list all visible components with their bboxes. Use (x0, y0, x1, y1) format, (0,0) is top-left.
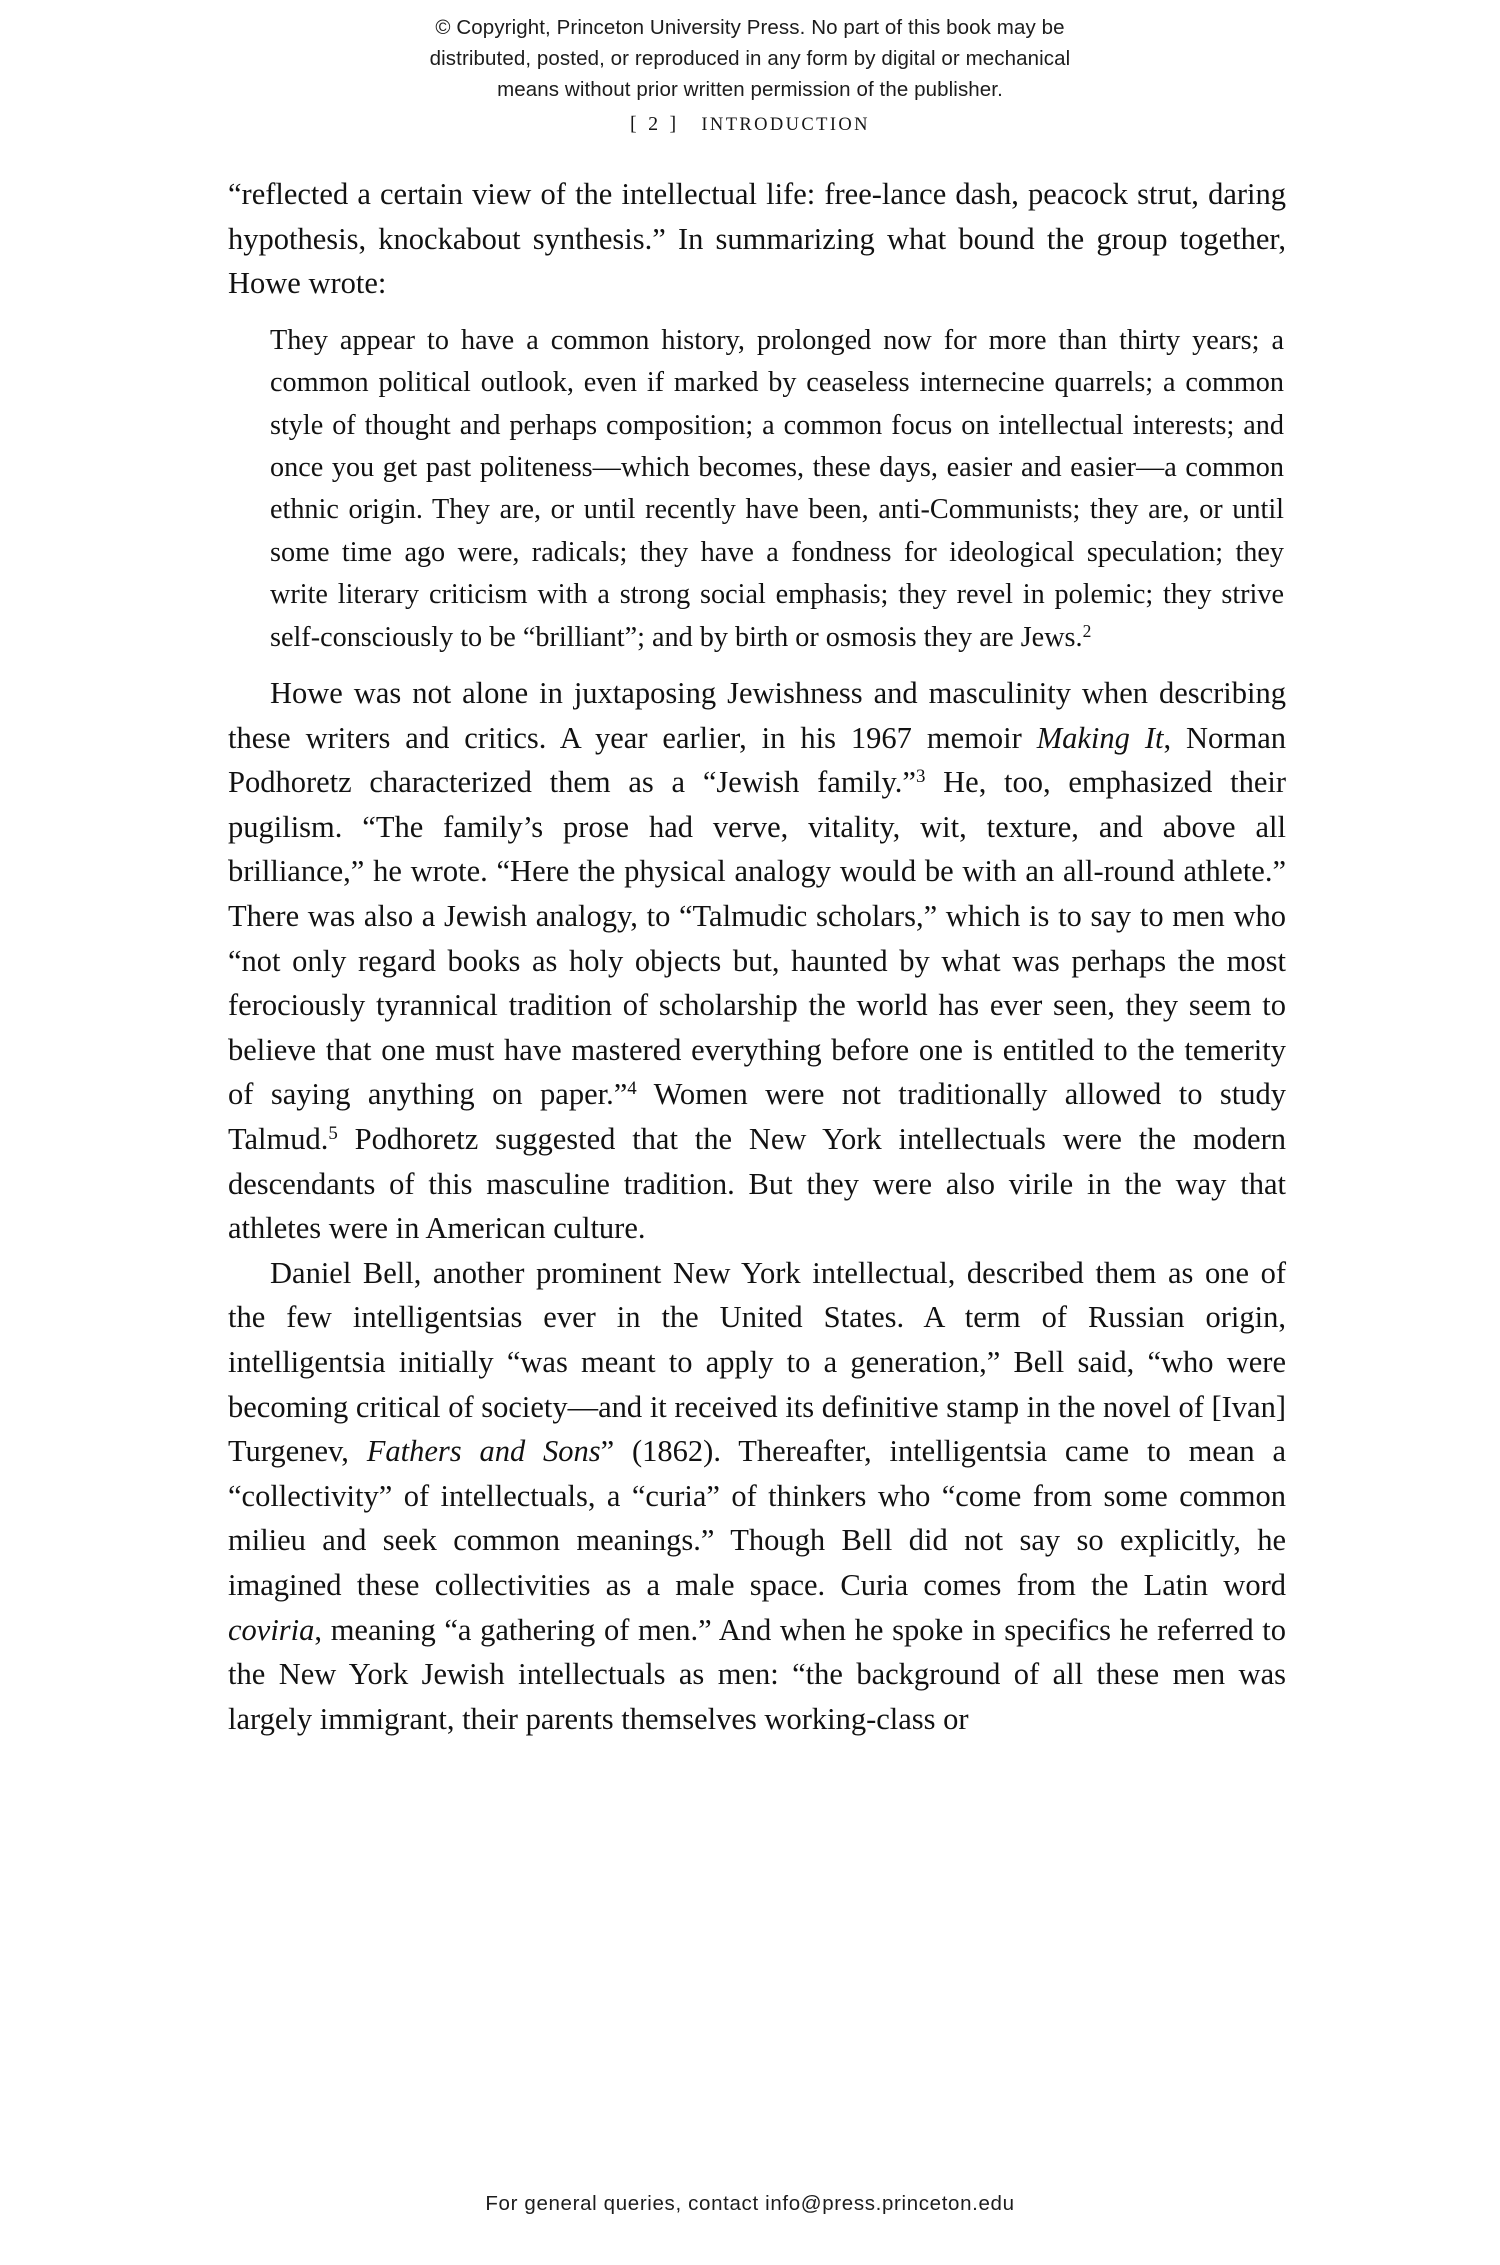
para3-segment-2: ” (1862). Thereafter, intelligentsia came to mean a “collectivity” of intellectuals, a “curia” of thinkers who “come from some common milieu and seek common meanings.” Though Bell did not say so explicitly, he imagined these collectivities as a male space. Curia comes from the Latin word (228, 1434, 1287, 1602)
block-quote (228, 320, 1286, 659)
footnote-marker-4: 4 (627, 1078, 637, 1100)
paragraph-daniel-bell (228, 1251, 1286, 1742)
book-title-making-it: Making It (1036, 720, 1164, 755)
block-quote-text (270, 320, 1284, 659)
para3-segment-1: Daniel Bell, another prominent New York intellectual, described them as one of the few intelligentsias ever in the United States. A term of Russian origin, intelligentsia initially “was meant to apply to a generation,” Bell said, “who were becoming critical of society—and it received its definitive stamp in the novel of [Ivan] Turgenev, (228, 1255, 1286, 1469)
para2-segment-2: , Norman Podhoretz characterized them as a “Jewish family.” (228, 720, 1286, 800)
paragraph-howe-podhoretz (228, 671, 1286, 1251)
paragraph-continued: “reflected a certain view of the intellectual life: free-lance dash, peacock strut, daring hypothesis, knockabout synthesis.” In summarizing what bound the group together, Howe wrote: (228, 177, 1286, 301)
copyright-line-3: means without prior written permission of the publisher. (497, 78, 1003, 101)
copyright-line-1: © Copyright, Princeton University Press. No part of this book may be (435, 16, 1065, 39)
para2-segment-4: Women were not traditionally allowed to study Talmud. (228, 1077, 1287, 1156)
para2-segment-5: Podhoretz suggested that the New York intellectuals were the modern descendants of this masculine tradition. But they were also virile in the way that athletes were in American culture. (228, 1121, 1286, 1246)
copyright-line-2: distributed, posted, or reproduced in any form by digital or mechanical (429, 47, 1071, 70)
book-title-fathers-and-sons: Fathers and Sons (366, 1434, 601, 1469)
running-head (0, 113, 1500, 136)
para2-segment-1: Howe was not alone in juxtaposing Jewishness and masculinity when describing these writers and critics. A year earlier, in his 1967 memoir (228, 676, 1286, 755)
block-quote-body: They appear to have a common history, prolonged now for more than thirty years; a common political outlook, even if marked by ceaseless internecine quarrels; a common style of thought and perhaps composition; a common focus on intellectual interests; and once you get past politeness—which becomes, these days, easier and easier—a common ethnic origin. They are, or until recently have been, anti-Communists; they are, or until some time ago were, radicals; they have a fondness for ideological speculation; they write literary criticism with a strong social emphasis; they revel in polemic; they strive self-consciously to be “brilliant”; and by birth or osmosis they are Jews. (270, 324, 1284, 653)
para3-segment-3: , meaning “a gathering of men.” And when he spoke in specifics he referred to the New York Jewish intellectuals as men: “the background of all these men was largely immigrant, their parents themselves working-class or (228, 1612, 1286, 1736)
text-block (228, 172, 1286, 1741)
footnote-marker-5: 5 (328, 1123, 338, 1145)
page-folio: [ 2 ] (630, 113, 680, 135)
page-footer: For general queries, contact info@press.princeton.edu (485, 2192, 1015, 2215)
copyright-notice (0, 12, 1500, 105)
footnote-marker-2: 2 (1082, 620, 1092, 641)
footnote-marker-3: 3 (915, 766, 926, 788)
para2-segment-3: He, too, emphasized their pugilism. “The family’s prose had verve, vitality, wit, texture, and above all brilliance,” he wrote. “Here the physical analogy would be with an all-round athlete.” There was also a Jewish analogy, to “Talmudic scholars,” which is to say to men who “not only regard books as holy objects but, haunted by what was perhaps the most ferociously tyrannical tradition of scholarship the world has ever seen, they seem to believe that one must have mastered everything before one is entitled to the temerity of saying anything on paper.” (228, 765, 1286, 1112)
latin-term-coviria: coviria (228, 1612, 315, 1647)
running-head-title: INTRODUCTION (701, 115, 870, 135)
